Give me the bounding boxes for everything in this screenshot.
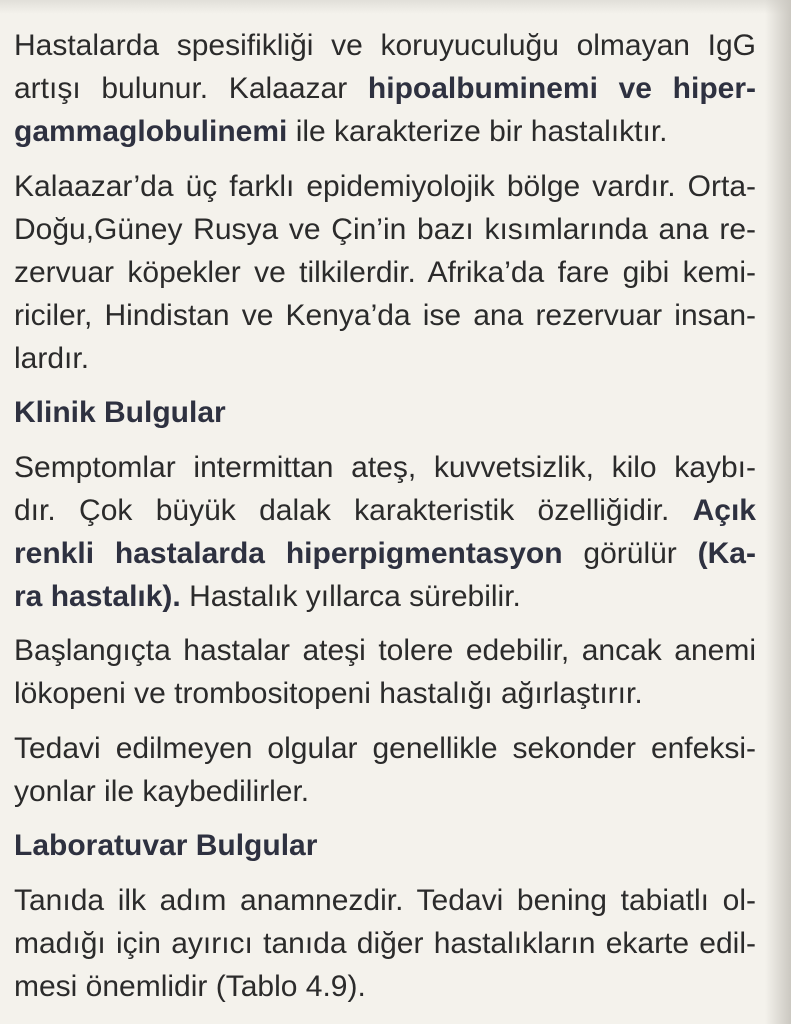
text-line: Tanıda ilk adım anamnezdir. Tedavi bening tabiatlı ol-	[14, 883, 756, 917]
bold-text-segment: renkli hastalarda hiperpigmentasyon	[14, 536, 563, 570]
paragraph-epidemiology	[14, 165, 756, 380]
text-line: Hastalarda spesifikliği ve koruyuculuğu olmayan IgG	[14, 29, 756, 62]
paragraph-intro	[14, 24, 756, 153]
text-line: riciler, Hindistan ve Kenya’da ise ana rezervuar insan-	[14, 298, 756, 332]
text-segment: dır. Çok büyük dalak karakteristik özelliğidir.	[14, 493, 693, 527]
text-line: Kalaazar’da üç farklı epidemiyolojik bölge vardır. Orta-	[14, 169, 756, 203]
section-heading: Laboratuvar Bulgular	[14, 829, 318, 862]
text-segment: artışı bulunur. Kalaazar	[14, 72, 368, 105]
paragraph-symptoms	[14, 446, 756, 618]
text-line: madığı için ayırıcı tanıda diğer hastalıkların ekarte edil-	[14, 926, 756, 960]
paragraph-untreated	[14, 727, 756, 813]
bold-text-segment: gammaglobulinemi	[14, 115, 288, 148]
text-line	[14, 575, 756, 618]
text-line: yonlar ile kaybedilirler.	[14, 774, 310, 808]
text-line	[14, 489, 756, 532]
section-heading-laboratory	[14, 824, 756, 867]
text-line: Başlangıçta hastalar ateşi tolere edebilir, ancak anemi	[14, 634, 756, 667]
page-text	[14, 24, 756, 1008]
text-line: Tedavi edilmeyen olgular genellikle sekonder enfeksi-	[14, 731, 756, 765]
bold-text-segment: (Ka-	[697, 536, 756, 570]
text-line: lökopeni ve trombositopeni hastalığı ağırlaştırır.	[14, 677, 643, 710]
bold-text-segment: ra hastalık).	[14, 579, 181, 613]
text-line: lardır.	[14, 341, 90, 375]
bold-text-segment: hipoalbuminemi ve hiper-	[367, 72, 756, 105]
text-line	[14, 532, 756, 575]
text-segment: Hastalık yıllarca sürebilir.	[180, 579, 521, 613]
scan-top-fade	[0, 0, 791, 14]
scan-edge-shadow	[765, 0, 791, 1024]
section-heading: Klinik Bulgular	[14, 396, 226, 429]
text-line: mesi önemlidir (Tablo 4.9).	[14, 969, 366, 1003]
bold-text-segment: Açık	[692, 493, 756, 527]
paragraph-diagnosis	[14, 879, 756, 1008]
text-line: Semptomlar intermittan ateş, kuvvetsizlik, kilo kaybı-	[14, 450, 756, 484]
text-line: zervuar köpekler ve tilkilerdir. Afrika’da fare gibi kemi-	[14, 255, 756, 289]
text-line	[14, 110, 756, 153]
section-heading-clinical	[14, 391, 756, 434]
text-segment: görülür	[562, 536, 698, 570]
text-line: Doğu,Güney Rusya ve Çin’in bazı kısımlarında ana re-	[14, 212, 756, 246]
text-line	[14, 67, 756, 110]
text-segment: ile karakterize bir hastalıktır.	[287, 115, 668, 148]
paragraph-progression	[14, 629, 756, 715]
